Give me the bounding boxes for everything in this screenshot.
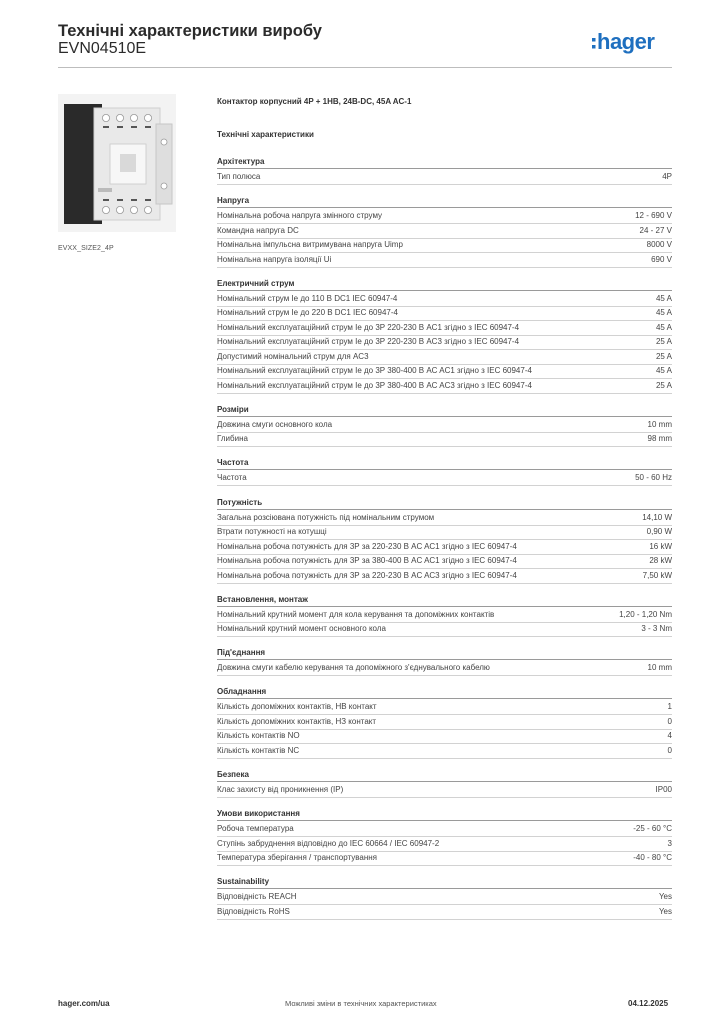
spec-row: [217, 306, 672, 321]
spec-row: [217, 224, 672, 239]
spec-label: Номінальний струм Ie до 110 В DC1 IEC 60947-4: [217, 293, 398, 303]
spec-label: Втрати потужності на котушці: [217, 527, 327, 536]
spec-value: 25 A: [655, 380, 672, 390]
spec-value: 16 kW: [649, 541, 672, 551]
spec-label: Номінальний експлуатаційний струм Ie до 3P 220-230 В AC3 згідно з IEC 60947-4: [217, 337, 520, 347]
spec-label: Номінальний експлуатаційний струм Ie до 3P 380-400 В AC AC3 згідно з IEC 60947-4: [217, 380, 532, 390]
spec-row: [217, 418, 672, 433]
section-title: Умови використання: [217, 808, 672, 821]
spec-value: 98 mm: [647, 434, 672, 444]
spec-label: Командна напруга DC: [217, 225, 299, 235]
spec-label: Номінальна робоча потужність для 3P за 220-230 В AC AC3 згідно з IEC 60947-4: [217, 570, 517, 580]
spec-row: [217, 238, 672, 253]
spec-value: -25 - 60 °C: [633, 824, 672, 833]
spec-row: [217, 569, 672, 584]
spec-label: Кількість контактів NO: [217, 731, 300, 741]
spec-row: [217, 511, 672, 526]
spec-row: [217, 905, 672, 920]
spec-row: [217, 170, 672, 185]
header-divider: [58, 67, 672, 68]
spec-label: Номінальна імпульсна витримувана напруга Uimp: [217, 240, 403, 250]
spec-value: 4P: [662, 172, 672, 181]
spec-value: 25 A: [655, 337, 672, 347]
spec-row: [217, 837, 672, 852]
spec-value: 12 - 690 V: [635, 211, 672, 221]
spec-value: 24 - 27 V: [639, 225, 672, 235]
footer-notice: Можливі зміни в технічних характеристиках: [285, 999, 437, 1008]
spec-row: [217, 822, 672, 837]
spec-value: 3 - 3 Nm: [641, 624, 672, 634]
spec-value: 50 - 60 Hz: [635, 473, 672, 483]
document-title: Технічні характеристики виробу: [58, 22, 322, 40]
spec-label: Номінальний струм Ie до 220 В DC1 IEC 60947-4: [217, 308, 398, 318]
spec-label: Допустимий номінальний струм для AC3: [217, 351, 369, 361]
spec-value: 45 A: [655, 322, 672, 332]
section-title: Електричний струм: [217, 278, 672, 291]
spec-label: Ступінь забруднення відповідно до IEC 60664 / IEC 60947-2: [217, 838, 440, 848]
specifications-heading: Технічні характеристики: [217, 130, 314, 139]
section-title: Sustainability: [217, 876, 672, 889]
spec-value: Yes: [658, 906, 672, 916]
section-title: Встановлення, монтаж: [217, 594, 672, 607]
spec-value: 0,90 W: [646, 527, 672, 536]
spec-value: 45 A: [655, 308, 672, 318]
spec-value: Yes: [658, 892, 672, 902]
spec-label: Номінальна робоча потужність для 3P за 220-230 В AC AC1 згідно з IEC 60947-4: [217, 541, 517, 551]
spec-row: [217, 554, 672, 569]
spec-value: 1,20 - 1,20 Nm: [619, 609, 672, 619]
section-title: Розміри: [217, 404, 672, 417]
spec-row: [217, 379, 672, 394]
spec-value: 45 A: [655, 366, 672, 376]
spec-label: Номінальний експлуатаційний струм Ie до 3P 380-400 В AC AC1 згідно з IEC 60947-4: [217, 366, 532, 376]
spec-label: Довжина смуги кабелю керування та допоміжного з'єднувального кабелю: [217, 663, 490, 673]
section-title: Напруга: [217, 195, 672, 208]
spec-value: 25 A: [655, 351, 672, 361]
spec-value: 10 mm: [647, 663, 672, 673]
spec-label: Номінальний експлуатаційний струм Ie до 3P 220-230 В AC1 згідно з IEC 60947-4: [217, 322, 520, 332]
image-caption: EVXX_SIZE2_4P: [58, 245, 114, 252]
section-title: Частота: [217, 457, 672, 470]
spec-value: 8000 V: [646, 240, 672, 250]
spec-label: Відповідність RoHS: [217, 906, 290, 916]
spec-value: -40 - 80 °C: [633, 853, 672, 862]
spec-value: 10 mm: [647, 419, 672, 429]
spec-label: Номінальна робоча потужність для 3P за 380-400 В AC AC1 згідно з IEC 60947-4: [217, 556, 517, 565]
product-image: [58, 94, 176, 232]
spec-value: 690 V: [651, 254, 672, 264]
spec-value: 3: [667, 838, 672, 848]
spec-row: [217, 350, 672, 365]
spec-label: Номінальний крутний момент основного кола: [217, 624, 386, 634]
spec-row: [217, 622, 672, 637]
spec-value: 14,10 W: [642, 512, 672, 522]
logo-wordmark: hager: [597, 29, 655, 54]
spec-label: Робоча температура: [217, 824, 294, 833]
spec-row: [217, 783, 672, 798]
spec-value: 45 A: [655, 293, 672, 303]
spec-label: Кількість допоміжних контактів, НВ контакт: [217, 702, 377, 712]
spec-row: [217, 525, 672, 540]
spec-label: Частота: [217, 473, 247, 483]
spec-row: [217, 321, 672, 336]
spec-label: Відповідність REACH: [217, 892, 297, 902]
product-code: EVN04510E: [58, 40, 147, 57]
spec-label: Номінальний крутний момент для кола керування та допоміжних контактів: [217, 609, 495, 619]
spec-row: [217, 890, 672, 905]
spec-value: 0: [667, 716, 672, 726]
spec-label: Кількість контактів NC: [217, 745, 300, 755]
spec-label: Клас захисту від проникнення (IP): [217, 784, 344, 794]
spec-row: [217, 851, 672, 866]
spec-value: 7,50 kW: [642, 570, 672, 580]
spec-value: 28 kW: [649, 556, 672, 565]
spec-row: [217, 700, 672, 715]
spec-label: Тип полюса: [217, 172, 261, 181]
hager-logo: [592, 25, 674, 59]
spec-label: Довжина смуги основного кола: [217, 419, 333, 429]
spec-value: 1: [667, 702, 672, 712]
spec-row: [217, 540, 672, 555]
spec-row: [217, 292, 672, 307]
spec-row: [217, 715, 672, 730]
spec-row: [217, 744, 672, 759]
spec-label: Кількість допоміжних контактів, НЗ контакт: [217, 716, 377, 726]
spec-value: 4: [667, 731, 672, 741]
section-title: Під'єднання: [217, 647, 672, 660]
product-description: Контактор корпусний 4P + 1НВ, 24В-DC, 45A AC-1: [217, 97, 412, 106]
spec-row: [217, 608, 672, 623]
spec-row: [217, 432, 672, 447]
spec-row: [217, 364, 672, 379]
spec-row: [217, 253, 672, 268]
spec-label: Номінальна напруга ізоляції Ui: [217, 254, 332, 264]
section-title: Безпека: [217, 769, 672, 782]
spec-label: Глибина: [217, 434, 248, 444]
section-title: Обладнання: [217, 686, 672, 699]
section-title: Потужність: [217, 497, 672, 510]
spec-label: Температура зберігання / транспортування: [217, 853, 378, 862]
spec-value: IP00: [655, 784, 672, 794]
spec-row: [217, 661, 672, 676]
footer-date: 04.12.2025: [628, 999, 669, 1008]
spec-row: [217, 335, 672, 350]
footer-website: hager.com/ua: [58, 999, 110, 1008]
spec-row: [217, 471, 672, 486]
spec-value: 0: [667, 745, 672, 755]
spec-label: Номінальна робоча напруга змінного струму: [217, 211, 383, 221]
spec-row: [217, 729, 672, 744]
section-title: Архітектура: [217, 156, 672, 169]
spec-label: Загальна розсіювана потужність під номінальним струмом: [217, 512, 435, 522]
spec-row: [217, 209, 672, 224]
